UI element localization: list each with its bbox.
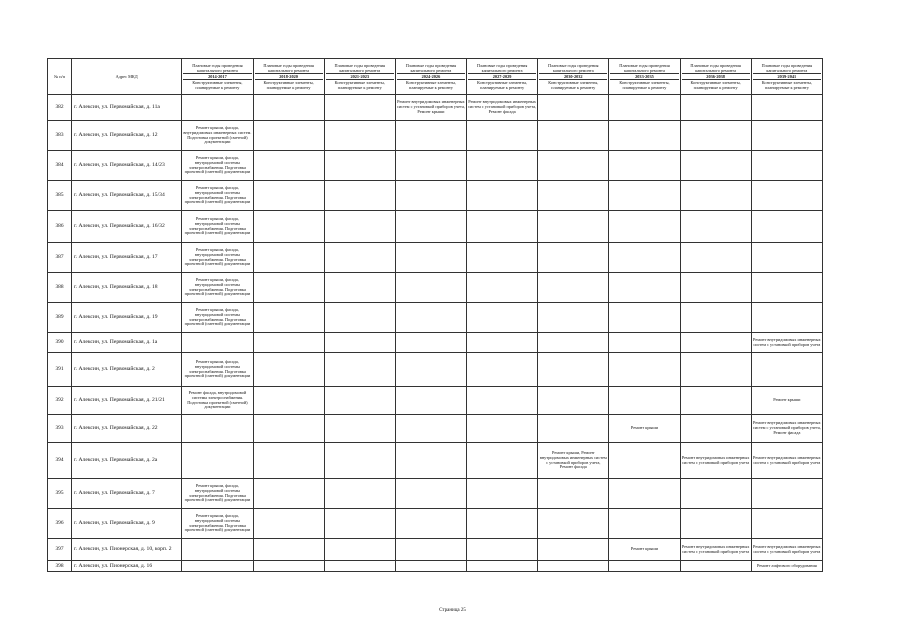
repair-cell — [253, 415, 324, 443]
period-subtitle: Конструктивные элементы, планируемые к ремонту — [690, 80, 741, 90]
table-row — [48, 415, 823, 443]
repair-cell: Ремонт лифтового оборудования — [751, 561, 822, 572]
repair-cell: Ремонт внутридомовых инженерных систем с установкой приборов учета — [751, 443, 822, 479]
repair-cell — [680, 415, 751, 443]
table-body — [48, 95, 823, 572]
repair-cell — [324, 479, 395, 509]
repair-cell — [680, 95, 751, 121]
repair-cell — [538, 273, 609, 303]
repair-cell: Ремонт крыши, фасада, внутридомовой системы электроснабжения. Подготовка проектной (сметной) документации — [182, 243, 253, 273]
repair-cell — [751, 303, 822, 333]
row-address: г. Алексин, ул. Первомайская, д. 19 — [72, 303, 182, 333]
repair-cell — [609, 121, 680, 151]
repair-cell — [680, 273, 751, 303]
row-number: 384 — [48, 151, 72, 181]
repair-cell — [467, 479, 538, 509]
repair-cell — [609, 273, 680, 303]
row-address: г. Алексин, ул. Пионерская, д. 10, корп. 2 — [72, 539, 182, 561]
table-row — [48, 303, 823, 333]
period-years: 2027-2029 — [468, 73, 536, 80]
repair-cell — [253, 561, 324, 572]
repair-cell — [680, 121, 751, 151]
repair-cell — [538, 243, 609, 273]
repair-cell — [182, 95, 253, 121]
row-address: г. Алексин, ул. Первомайская, д. 2а — [72, 443, 182, 479]
row-number: 387 — [48, 243, 72, 273]
repair-cell — [467, 353, 538, 387]
row-address: г. Алексин, ул. Первомайская, д. 22 — [72, 415, 182, 443]
repair-cell — [609, 479, 680, 509]
repair-cell — [324, 333, 395, 353]
repair-cell — [680, 303, 751, 333]
repair-cell — [324, 561, 395, 572]
repair-cell — [253, 539, 324, 561]
repair-cell — [395, 273, 466, 303]
row-number: 397 — [48, 539, 72, 561]
row-address: г. Алексин, ул. Первомайская, д. 15/34 — [72, 181, 182, 211]
table-row — [48, 121, 823, 151]
period-subtitle: Конструктивные элементы, планируемые к ремонту — [761, 80, 812, 90]
repair-cell — [395, 387, 466, 415]
period-title: Плановые годы проведения капитального ремонта — [192, 63, 243, 73]
header-period — [538, 59, 609, 95]
row-number: 394 — [48, 443, 72, 479]
repair-cell — [538, 181, 609, 211]
row-address: г. Алексин, ул. Первомайская, д. 7 — [72, 479, 182, 509]
table-row — [48, 181, 823, 211]
period-title: Плановые годы проведения капитального ремонта — [405, 63, 457, 73]
period-subtitle: Конструктивные элементы, планируемые к ремонту — [263, 80, 314, 90]
header-period — [324, 59, 395, 95]
repair-cell — [680, 387, 751, 415]
repair-cell — [395, 561, 466, 572]
repair-cell — [609, 303, 680, 333]
page-number: Страница 25 — [439, 608, 466, 613]
table-row — [48, 333, 823, 353]
row-number: 393 — [48, 415, 72, 443]
repair-cell — [467, 243, 538, 273]
repair-cell — [680, 509, 751, 539]
period-years: 2024-2026 — [397, 73, 465, 80]
repair-cell — [538, 509, 609, 539]
table-row — [48, 353, 823, 387]
repair-cell — [680, 479, 751, 509]
repair-cell — [609, 443, 680, 479]
repair-cell — [751, 121, 822, 151]
repair-cell — [253, 333, 324, 353]
period-years: 2039-2041 — [753, 73, 821, 80]
period-years: 2036-2038 — [682, 73, 750, 80]
repair-cell — [324, 443, 395, 479]
repair-cell — [609, 509, 680, 539]
repair-cell — [395, 151, 466, 181]
table-row — [48, 151, 823, 181]
row-number: 389 — [48, 303, 72, 333]
repair-cell — [395, 121, 466, 151]
row-address: г. Алексин, ул. Первомайская, д. 2 — [72, 353, 182, 387]
repair-cell — [324, 509, 395, 539]
header-period — [253, 59, 324, 95]
repair-cell — [609, 181, 680, 211]
row-number: 398 — [48, 561, 72, 572]
repair-cell — [538, 479, 609, 509]
row-address: г. Алексин, ул. Первомайская, д. 11а — [72, 95, 182, 121]
repair-cell — [680, 211, 751, 243]
repair-cell — [538, 211, 609, 243]
table-header — [48, 59, 823, 95]
repair-cell — [538, 539, 609, 561]
period-subtitle: Конструктивные элементы, планируемые к ремонту — [334, 80, 385, 90]
repair-cell — [467, 561, 538, 572]
repair-cell — [538, 151, 609, 181]
row-number: 396 — [48, 509, 72, 539]
repair-cell — [253, 273, 324, 303]
repair-cell: Ремонт крыши, фасада, внутридомовой системы электроснабжения. Подготовка проектной (сметной) документации — [182, 181, 253, 211]
repair-cell — [182, 415, 253, 443]
repair-cell — [751, 479, 822, 509]
repair-cell — [324, 151, 395, 181]
repair-cell — [253, 479, 324, 509]
period-years: 2021-2023 — [326, 73, 394, 80]
repair-cell — [395, 479, 466, 509]
header-period — [680, 59, 751, 95]
repair-cell: Ремонт крыши, фасада, внутридомовых инженерных систем. Подготовка проектной (сметной) документации — [182, 121, 253, 151]
repair-cell — [538, 353, 609, 387]
row-address: г. Алексин, ул. Первомайская, д. 14/23 — [72, 151, 182, 181]
repair-cell — [609, 243, 680, 273]
header-num: № п/п — [48, 59, 72, 95]
repair-cell — [253, 303, 324, 333]
table-row — [48, 443, 823, 479]
repair-cell — [467, 211, 538, 243]
repair-cell — [467, 151, 538, 181]
repair-cell — [467, 539, 538, 561]
row-address: г. Алексин, ул. Первомайская, д. 1а — [72, 333, 182, 353]
repair-cell: Ремонт крыши — [609, 415, 680, 443]
repair-cell: Ремонт крыши, фасада, внутридомовой системы электроснабжения. Подготовка проектной (сметной) документации — [182, 211, 253, 243]
repair-cell — [467, 415, 538, 443]
repair-cell — [395, 539, 466, 561]
repair-cell — [324, 243, 395, 273]
repair-cell — [467, 333, 538, 353]
repair-cell — [395, 443, 466, 479]
repair-cell — [182, 443, 253, 479]
repair-cell: Ремонт крыши — [751, 387, 822, 415]
repair-cell — [395, 303, 466, 333]
row-address: г. Алексин, ул. Первомайская, д. 18 — [72, 273, 182, 303]
repair-cell — [680, 353, 751, 387]
period-title: Плановые годы проведения капитального ремонта — [334, 63, 385, 73]
repair-cell — [253, 443, 324, 479]
repair-cell — [324, 95, 395, 121]
row-number: 385 — [48, 181, 72, 211]
row-number: 386 — [48, 211, 72, 243]
period-title: Плановые годы проведения капитального ремонта — [263, 63, 314, 73]
period-years: 2018-2020 — [255, 73, 323, 80]
repair-cell — [324, 303, 395, 333]
period-subtitle: Конструктивные элементы, планируемые к ремонту — [405, 80, 457, 90]
repair-cell — [253, 509, 324, 539]
repair-cell — [609, 211, 680, 243]
repair-cell — [395, 353, 466, 387]
repair-cell — [395, 181, 466, 211]
repair-cell — [395, 243, 466, 273]
repair-cell — [324, 121, 395, 151]
repair-cell — [751, 211, 822, 243]
repair-cell: Ремонт крыши, фасада, внутридомовой системы электроснабжения. Подготовка проектной (сметной) документации — [182, 353, 253, 387]
repair-cell: Ремонт крыши, фасада, внутридомовой системы электроснабжения. Подготовка проектной (сметной) документации — [182, 303, 253, 333]
period-years: 2033-2035 — [610, 73, 678, 80]
repair-cell — [324, 211, 395, 243]
period-title: Плановые годы проведения капитального ремонта — [619, 63, 670, 73]
repair-cell: Ремонт крыши, фасада, внутридомовой системы электроснабжения. Подготовка проектной (сметной) документации — [182, 273, 253, 303]
row-number: 382 — [48, 95, 72, 121]
repair-cell — [538, 387, 609, 415]
row-address: г. Алексин, ул. Первомайская, д. 21/21 — [72, 387, 182, 415]
row-number: 383 — [48, 121, 72, 151]
repair-cell — [680, 151, 751, 181]
repair-cell — [680, 561, 751, 572]
table-row — [48, 211, 823, 243]
repair-cell — [751, 509, 822, 539]
repair-cell — [253, 95, 324, 121]
row-number: 390 — [48, 333, 72, 353]
repair-cell — [538, 333, 609, 353]
period-title: Плановые годы проведения капитального ремонта — [476, 63, 528, 73]
repair-cell — [253, 181, 324, 211]
repair-cell — [467, 181, 538, 211]
row-address: г. Алексин, ул. Первомайская, д. 12 — [72, 121, 182, 151]
row-address: г. Алексин, ул. Первомайская, д. 16/32 — [72, 211, 182, 243]
repair-cell — [467, 509, 538, 539]
repair-cell — [182, 539, 253, 561]
repair-cell: Ремонт крыши, фасада, внутридомовой системы электроснабжения. Подготовка проектной (сметной) документации — [182, 479, 253, 509]
repair-cell — [467, 303, 538, 333]
repair-cell — [395, 415, 466, 443]
period-years: 2014-2017 — [183, 73, 251, 80]
row-number: 388 — [48, 273, 72, 303]
row-address: г. Алексин, ул. Пионерская, д. 16 — [72, 561, 182, 572]
repair-cell — [538, 303, 609, 333]
capital-repair-table — [47, 58, 823, 572]
period-title: Плановые годы проведения капитального ремонта — [548, 63, 599, 73]
repair-cell: Ремонт внутридомовых инженерных систем с установкой приборов учета, Ремонт крыши — [395, 95, 466, 121]
repair-cell — [253, 211, 324, 243]
repair-cell — [751, 243, 822, 273]
repair-cell: Ремонт крыши — [609, 539, 680, 561]
repair-cell — [680, 243, 751, 273]
header-period — [609, 59, 680, 95]
row-address: г. Алексин, ул. Первомайская, д. 17 — [72, 243, 182, 273]
table-row — [48, 509, 823, 539]
repair-cell — [395, 509, 466, 539]
repair-cell — [609, 95, 680, 121]
header-period — [182, 59, 253, 95]
row-number: 391 — [48, 353, 72, 387]
repair-cell — [538, 561, 609, 572]
repair-cell: Ремонт крыши, Ремонт внутридомовых инженерных систем с установкой приборов учета, Ремонт фасада — [538, 443, 609, 479]
repair-cell — [324, 415, 395, 443]
repair-cell: Ремонт внутридомовых инженерных систем с установкой приборов учета, Ремонт фасада — [467, 95, 538, 121]
row-address: г. Алексин, ул. Первомайская, д. 9 — [72, 509, 182, 539]
repair-cell — [467, 387, 538, 415]
row-number: 392 — [48, 387, 72, 415]
repair-cell — [467, 121, 538, 151]
period-subtitle: Конструктивные элементы, планируемые к ремонту — [477, 80, 528, 90]
repair-cell — [395, 333, 466, 353]
repair-cell: Ремонт внутридомовых инженерных систем с установкой приборов учета — [751, 539, 822, 561]
repair-cell: Ремонт фасада, внутридомовой системы электроснабжения. Подготовка проектной (сметной) документации — [182, 387, 253, 415]
period-title: Плановые годы проведения капитального ремонта — [690, 63, 741, 73]
repair-cell — [538, 121, 609, 151]
repair-cell — [609, 151, 680, 181]
repair-cell — [538, 415, 609, 443]
repair-cell — [324, 353, 395, 387]
repair-cell — [680, 333, 751, 353]
document-sheet — [47, 58, 823, 572]
repair-cell — [609, 333, 680, 353]
period-subtitle: Конструктивные элементы, планируемые к ремонту — [619, 80, 670, 90]
repair-cell: Ремонт крыши, фасада, внутридомовой системы электроснабжения. Подготовка проектной (сметной) документации — [182, 509, 253, 539]
repair-cell — [467, 273, 538, 303]
repair-cell — [324, 539, 395, 561]
repair-cell — [182, 333, 253, 353]
table-row — [48, 95, 823, 121]
repair-cell — [609, 387, 680, 415]
repair-cell — [751, 273, 822, 303]
repair-cell — [751, 181, 822, 211]
repair-cell: Ремонт внутридомовых инженерных систем с установкой приборов учета — [680, 443, 751, 479]
row-number: 395 — [48, 479, 72, 509]
header-period — [751, 59, 822, 95]
table-row — [48, 273, 823, 303]
period-title: Плановые годы проведения капитального ремонта — [761, 63, 813, 73]
repair-cell — [395, 211, 466, 243]
header-period — [467, 59, 538, 95]
repair-cell — [253, 353, 324, 387]
repair-cell — [609, 561, 680, 572]
repair-cell — [324, 273, 395, 303]
repair-cell — [538, 95, 609, 121]
table-row — [48, 539, 823, 561]
repair-cell — [680, 181, 751, 211]
repair-cell — [253, 387, 324, 415]
repair-cell: Ремонт внутридомовых инженерных систем с установкой приборов учета — [751, 333, 822, 353]
repair-cell — [253, 243, 324, 273]
repair-cell — [253, 121, 324, 151]
repair-cell: Ремонт внутридомовых инженерных систем с установкой приборов учета — [680, 539, 751, 561]
period-subtitle: Конструктивные элементы, планируемые к ремонту — [192, 80, 243, 90]
header-period — [395, 59, 466, 95]
period-years: 2030-2032 — [539, 73, 607, 80]
table-row — [48, 387, 823, 415]
repair-cell — [182, 561, 253, 572]
repair-cell — [751, 151, 822, 181]
repair-cell — [751, 353, 822, 387]
repair-cell — [609, 353, 680, 387]
period-subtitle: Конструктивные элементы, планируемые к ремонту — [548, 80, 599, 90]
repair-cell: Ремонт внутридомовых инженерных систем с установкой приборов учета, Ремонт фасада — [751, 415, 822, 443]
repair-cell: Ремонт крыши, фасада, внутридомовой системы электроснабжения. Подготовка проектной (сметной) документации — [182, 151, 253, 181]
repair-cell — [467, 443, 538, 479]
repair-cell — [324, 387, 395, 415]
repair-cell — [253, 151, 324, 181]
table-row — [48, 561, 823, 572]
repair-cell — [751, 95, 822, 121]
table-row — [48, 479, 823, 509]
repair-cell — [324, 181, 395, 211]
table-row — [48, 243, 823, 273]
header-address: Адрес МКД — [72, 59, 182, 95]
